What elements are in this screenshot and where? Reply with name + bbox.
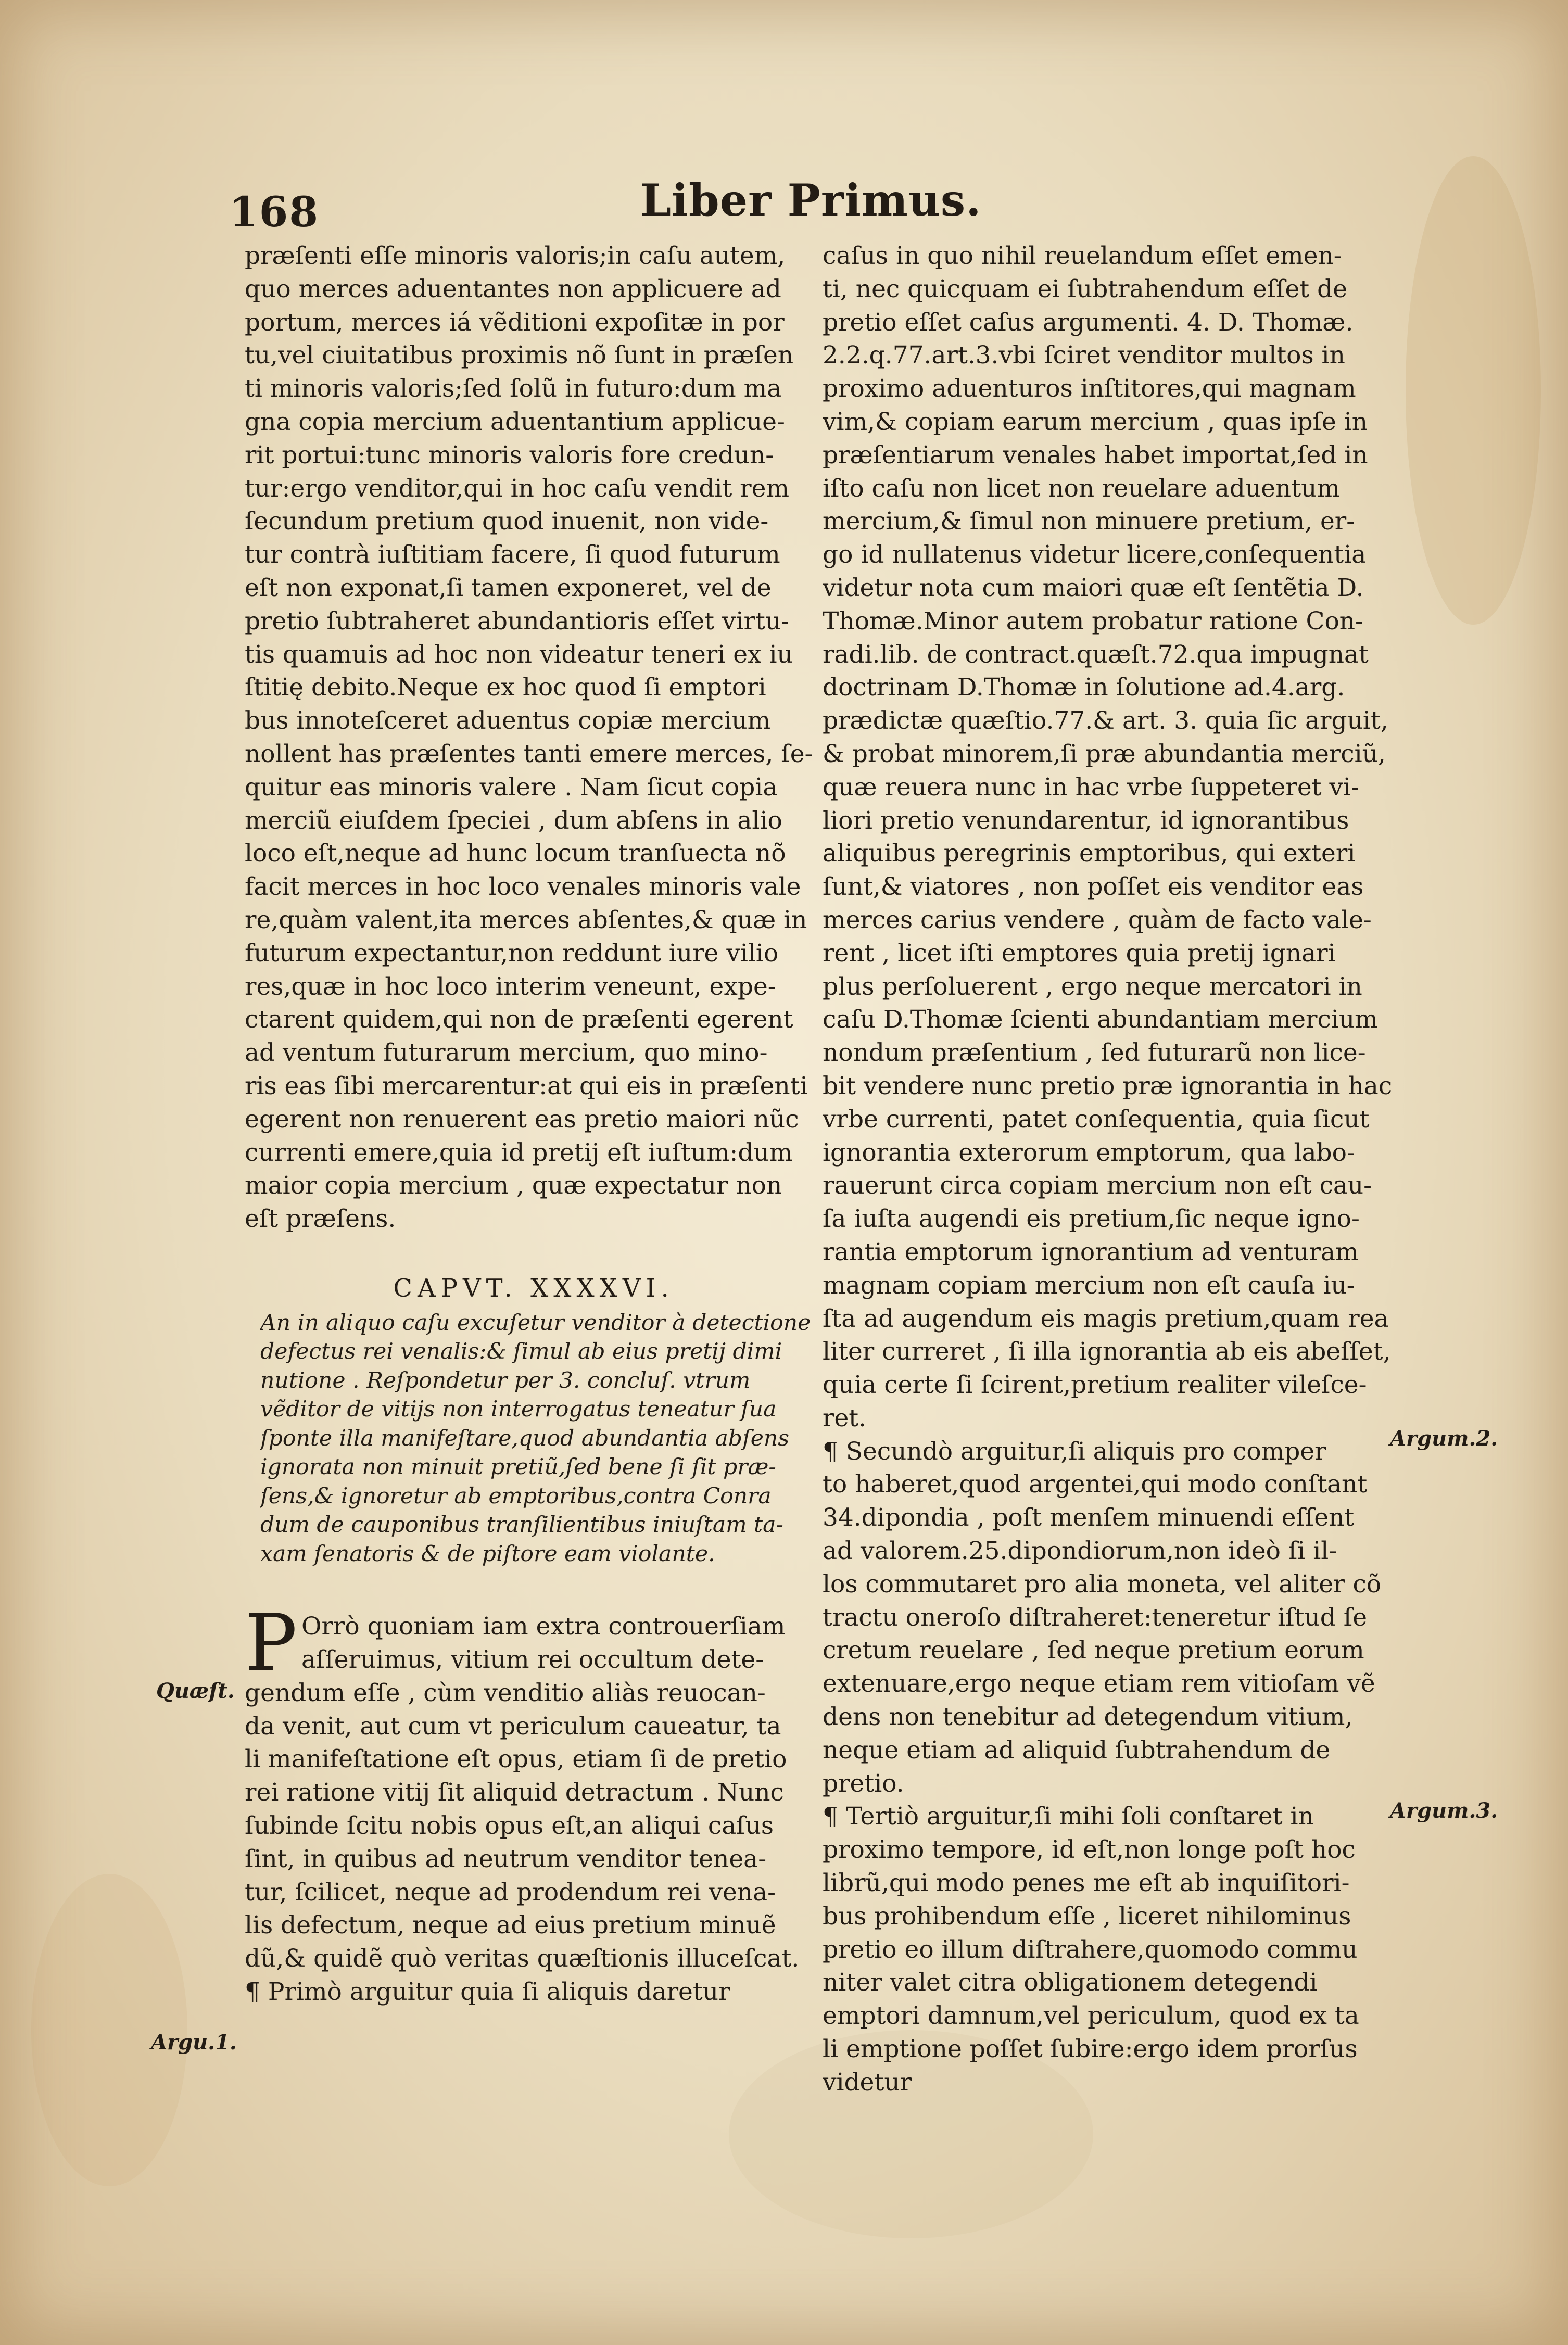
text-line: ad ventum futurarum mercium, quo mino- (245, 1038, 768, 1068)
text-line: eſt non exponat,ſi tamen exponeret, vel de (245, 573, 772, 602)
text-line: da venit, aut cum vt periculum caueatur, ta (245, 1712, 781, 1741)
text-line: aliquibus peregrinis emptoribus, qui exteri (823, 839, 1356, 868)
text-line: & probat minorem,ſi præ abundantia merciũ, (823, 739, 1386, 768)
text-line: An in aliquo caſu excuſetur venditor à detectione (260, 1310, 811, 1336)
text-line: præſenti eſſe minoris valoris;in caſu autem, (245, 242, 786, 270)
text-line: li manifeſtatione eſt opus, etiam ſi de pretio (245, 1745, 787, 1774)
text-line: videtur nota cum maiori quæ eſt ſentẽtia D. (823, 573, 1364, 602)
text-line: librũ,qui modo penes me eſt ab inquiſitori- (823, 1869, 1350, 1898)
text-line: caſu D.Thomæ ſcienti abundantiam mercium (823, 1005, 1378, 1034)
text-line: dens non tenebitur ad detegendum vitium, (823, 1703, 1353, 1732)
text-line: ſta ad augendum eis magis pretium,quam rea (823, 1304, 1389, 1333)
text-line: ſunt,& viatores , non poſſet eis venditor eas (823, 872, 1364, 902)
text-line: quæ reuera nunc in hac vrbe ſuppeteret vi- (823, 772, 1359, 802)
text-line: rei ratione vitij ſit aliquid detractum . Nunc (245, 1778, 784, 1807)
text-line: cretum reuelare , ſed neque pretium eorum (823, 1636, 1364, 1665)
text-line: gna copia mercium aduentantium applicue- (245, 407, 785, 436)
text-line: ſecundum pretium quod inuenit, non vide- (245, 507, 769, 536)
text-line: iſto caſu non licet non reuelare aduentum (823, 474, 1340, 503)
text-line: defectus rei venalis:& ſimul ab eius pretij dimi (260, 1339, 782, 1365)
text-line: ad valorem.25.dipondiorum,non ideò ſi il- (823, 1537, 1337, 1566)
text-line: lis defectum, neque ad eius pretium minuẽ (245, 1911, 776, 1940)
text-line: Thomæ.Minor autem probatur ratione Con- (823, 606, 1363, 636)
right-column (823, 239, 1406, 2099)
text-line: tur:ergo venditor,qui in hoc caſu vendit rem (245, 474, 790, 503)
text-line: ti, nec quicquam ei ſubtrahendum eſſet de (823, 274, 1348, 303)
text-line: currenti emere,quia id pretij eſt iuſtum:dum (245, 1138, 793, 1167)
text-line: tur, ſcilicet, neque ad prodendum rei vena- (245, 1878, 776, 1907)
text-line: 2.2.q.77.art.3.vbi ſciret venditor multos in (823, 341, 1345, 370)
text-line: facit merces in hoc loco venales minoris vale (245, 872, 801, 902)
text-line: extenuare,ergo neque etiam rem vitioſam vẽ (823, 1669, 1375, 1698)
drop-cap: P (245, 1598, 297, 1689)
text-line: quo merces aduentantes non applicuere ad (245, 274, 781, 303)
margin-note-argum-2: Argum.2. (1390, 1426, 1498, 1451)
text-line: re,quàm valent,ita merces abſentes,& quæ in (245, 905, 807, 934)
text-line: loco eſt,neque ad hunc locum tranſuecta nõ (245, 839, 786, 868)
text-line: bus prohibendum eſſe , liceret nihilominus (823, 1902, 1351, 1931)
text-line: pretio ſubtraheret abundantioris eſſet virtu- (245, 606, 789, 636)
text-line: Orrò quoniam iam extra controuerſiam (301, 1612, 786, 1641)
text-line: doctrinam D.Thomæ in ſolutione ad.4.arg. (823, 673, 1345, 702)
text-line: tur contrà iuſtitiam facere, ſi quod futurum (245, 540, 780, 569)
text-line: li emptione poſſet ſubire:ergo idem prorſus (823, 2035, 1358, 2064)
text-line: vẽditor de vitijs non interrogatus teneatur ſua (260, 1397, 777, 1423)
text-line: ¶ Secundò arguitur,ſi aliquis pro comper (823, 1437, 1326, 1466)
left-column (245, 239, 823, 2009)
text-line: ris eas ſibi mercarentur:at qui eis in præſenti (245, 1071, 808, 1100)
text-line: dũ,& quidẽ quò veritas quæſtionis illuceſcat. (245, 1944, 800, 1973)
text-line: videtur (823, 2068, 912, 2097)
left-column-paragraph (245, 1598, 823, 2009)
text-line: ignorantia exterorum emptorum, qua labo- (823, 1138, 1355, 1167)
text-line: prædictæ quæſtio.77.& art. 3. quia ſic arguit, (823, 706, 1388, 736)
text-line: liori pretio venundarentur, id ignorantibus (823, 806, 1349, 835)
text-line: liter curreret , ſi illa ignorantia ab eis abeſſet, (823, 1337, 1391, 1366)
text-line: caſus in quo nihil reuelandum eſſet emen- (823, 242, 1342, 270)
text-line: ti minoris valoris;ſed ſolũ in futuro:dum ma (245, 374, 782, 403)
text-line: eſt præſens. (245, 1205, 396, 1234)
text-line: proximo aduenturos inſtitores,qui magnam (823, 374, 1356, 403)
text-line: ſa iuſta augendi eis pretium,ſic neque igno- (823, 1205, 1360, 1234)
text-line: ſint, in quibus ad neutrum venditor tenea- (245, 1844, 767, 1873)
text-line: pretio eo illum diſtrahere,quomodo commu (823, 1935, 1358, 1964)
page-number: 168 (229, 187, 319, 236)
text-line: to haberet,quod argentei,qui modo conſtant (823, 1470, 1368, 1499)
text-line: nondum præſentium , ſed futurarũ non lice- (823, 1038, 1366, 1068)
text-line: ret. (823, 1403, 867, 1433)
text-line: ¶ Tertiò arguitur,ſi mihi ſoli conſtaret in (823, 1802, 1314, 1831)
text-line: maior copia mercium , quæ expectatur non (245, 1171, 782, 1200)
text-line: plus perſoluerent , ergo neque mercatori in (823, 972, 1362, 1001)
text-line: los commutaret pro alia moneta, vel aliter cõ (823, 1569, 1382, 1599)
chapter-title: CAPVT. XXXXVI. (393, 1273, 674, 1303)
text-line: aſſeruimus, vitium rei occultum dete- (301, 1645, 764, 1674)
text-line: ¶ Primò arguitur quia ſi aliquis daretur (245, 1977, 730, 2006)
text-line: portum, merces iá vẽditioni expoſitæ in por (245, 308, 785, 337)
text-line: bit vendere nunc pretio præ ignorantia in hac (823, 1071, 1393, 1100)
text-line: tractu oneroſo diſtraheret:teneretur iſtud ſe (823, 1603, 1368, 1632)
text-line: pretio. (823, 1769, 904, 1798)
text-line: vim,& copiam earum mercium , quas ipſe in (823, 407, 1368, 436)
left-column-text-bottom (245, 1598, 823, 2009)
text-line: bus innoteſceret aduentus copiæ mercium (245, 706, 771, 736)
text-line: ſens,& ignoretur ab emptoribus,contra Conra (260, 1483, 772, 1509)
text-line: magnam copiam mercium non eſt cauſa iu- (823, 1271, 1355, 1300)
text-line: ſtitię debito.Neque ex hoc quod ſi emptori (245, 673, 766, 702)
text-line: egerent non renuerent eas pretio maiori nũc (245, 1105, 799, 1134)
text-line: ctarent quidem,qui non de præſenti egerent (245, 1005, 793, 1034)
text-line: merces carius vendere , quàm de facto vale- (823, 905, 1372, 934)
text-line: rauerunt circa copiam mercium non eſt cau- (823, 1171, 1372, 1200)
running-head: Liber Primus. (640, 174, 982, 226)
paper-stain (1406, 156, 1541, 625)
text-line: rantia emptorum ignorantium ad venturam (823, 1237, 1359, 1266)
margin-note-argu-1: Argu.1. (151, 2030, 237, 2055)
margin-note-quaest: Quæſt. (156, 1679, 235, 1703)
right-column-text (823, 239, 1406, 2099)
text-line: quia certe ſi ſcirent,pretium realiter vileſce- (823, 1371, 1367, 1400)
text-line: proximo tempore, id eſt,non longe poſt hoc (823, 1835, 1356, 1865)
text-line: quitur eas minoris valere . Nam ſicut copia (245, 772, 778, 802)
text-line: gendum eſſe , cùm venditio aliàs reuocan- (245, 1678, 766, 1707)
chapter-heading-block (245, 1272, 823, 1568)
text-line: ſubinde ſcitu nobis opus eſt,an aliqui caſus (245, 1811, 774, 1840)
text-line: ſponte illa manifeſtare,quod abundantia abſens (260, 1425, 790, 1451)
chapter-summary (245, 1309, 823, 1569)
text-line: præſentiarum venales habet importat,ſed in (823, 440, 1368, 470)
text-line: emptori damnum,vel periculum, quod ex ta (823, 2001, 1359, 2031)
margin-note-argum-3: Argum.3. (1390, 1798, 1498, 1823)
text-line: go id nullatenus videtur licere,conſequentia (823, 540, 1367, 569)
text-line: merciũ eiuſdem ſpeciei , dum abſens in alio (245, 806, 782, 835)
text-line: res,quæ in hoc loco interim veneunt, expe- (245, 972, 776, 1001)
text-line: nutione . Reſpondetur per 3. concluſ. vtrum (260, 1367, 751, 1393)
text-line: ignorata non minuit pretiũ,ſed bene ſi ſit præ- (260, 1454, 776, 1480)
text-line: xam ſenatoris & de piſtore eam violante. (260, 1541, 715, 1567)
text-line: radi.lib. de contract.quæſt.72.qua impugnat (823, 640, 1369, 669)
text-line: rit portui:tunc minoris valoris fore credun- (245, 440, 774, 470)
text-line: nollent has præſentes tanti emere merces, ſe- (245, 739, 813, 768)
text-line: futurum expectantur,non reddunt iure vilio (245, 939, 779, 968)
text-line: tis quamuis ad hoc non videatur teneri ex iu (245, 640, 793, 669)
text-line: vrbe currenti, patet conſequentia, quia ſicut (823, 1105, 1370, 1134)
text-line: 34.dipondia , poſt menſem minuendi eſſent (823, 1503, 1355, 1532)
left-column-text-top (245, 239, 823, 1236)
text-line: tu,vel ciuitatibus proximis nõ ſunt in præſen (245, 341, 794, 370)
text-line: pretio eſſet caſus argumenti. 4. D. Thomæ. (823, 308, 1354, 337)
text-line: mercium,& ſimul non minuere pretium, er- (823, 507, 1355, 536)
text-line: neque etiam ad aliquid ſubtrahendum de (823, 1735, 1331, 1765)
text-line: dum de cauponibus tranſilientibus iniuſtam ta- (260, 1512, 783, 1538)
text-line: niter valet citra obligationem detegendi (823, 1968, 1318, 1997)
text-line: rent , licet iſti emptores quia pretij ignari (823, 939, 1336, 968)
